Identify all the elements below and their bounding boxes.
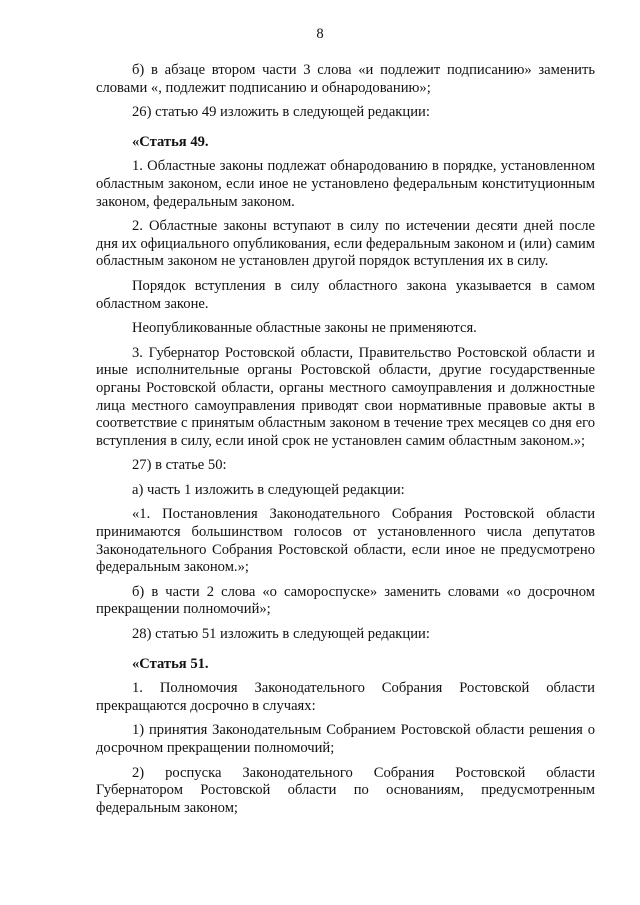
paragraph: б) в части 2 слова «о самороспуске» заменить словами «о досрочном прекращении полномочий»; bbox=[96, 583, 595, 618]
paragraph: 2) роспуска Законодательного Собрания Ростовской области Губернатором Ростовской области по основаниям, предусмотренным федеральным законом; bbox=[96, 764, 595, 816]
paragraph: «1. Постановления Законодательного Собрания Ростовской области принимаются большинством голосов от установленного числа депутатов Законодательного Собрания Ростовской области, если иное не предусмотрено федеральным законом.»; bbox=[96, 506, 595, 576]
page-number: 8 bbox=[316, 26, 324, 42]
paragraph: 1) принятия Законодательным Собранием Ростовской области решения о досрочном прекращении полномочий; bbox=[96, 722, 595, 756]
paragraph: 28) статью 51 изложить в следующей редакции: bbox=[132, 626, 430, 643]
paragraph: 1. Областные законы подлежат обнародованию в порядке, установленном областным законом, если иное не установлено федеральным конституционным законом, федеральным законом. bbox=[96, 158, 595, 210]
paragraph: 27) в статье 50: bbox=[132, 457, 227, 474]
paragraph: Неопубликованные областные законы не применяются. bbox=[132, 320, 477, 337]
paragraph: а) часть 1 изложить в следующей редакции: bbox=[132, 481, 405, 498]
article-heading: «Статья 51. bbox=[132, 655, 209, 672]
article-heading: «Статья 49. bbox=[132, 133, 209, 150]
paragraph: б) в абзаце втором части 3 слова «и подлежит подписанию» заменить словами «, подлежит подписанию и обнародованию»; bbox=[96, 62, 595, 96]
paragraph: Порядок вступления в силу областного закона указывается в самом областном законе. bbox=[96, 277, 595, 312]
paragraph: 2. Областные законы вступают в силу по истечении десяти дней после дня их официального опубликования, если федеральным законом и (или) самим областным законом не установлен другой порядок вступления их в силу. bbox=[96, 218, 595, 270]
paragraph: 26) статью 49 изложить в следующей редакции: bbox=[132, 104, 430, 121]
paragraph: 1. Полномочия Законодательного Собрания Ростовской области прекращаются досрочно в случаях: bbox=[96, 680, 595, 714]
paragraph: 3. Губернатор Ростовской области, Правительство Ростовской области и иные исполнительные органы Ростовской области, другие государственные органы Ростовской области, органы местного самоуправления и должностные лица местного самоуправления приводят свои нормативные правовые акты в соответствие с принятым областным законом в течение трех месяцев со дня его вступления в силу, если иной срок не установлен самим областным законом.»; bbox=[96, 344, 595, 449]
document-body bbox=[96, 62, 595, 824]
